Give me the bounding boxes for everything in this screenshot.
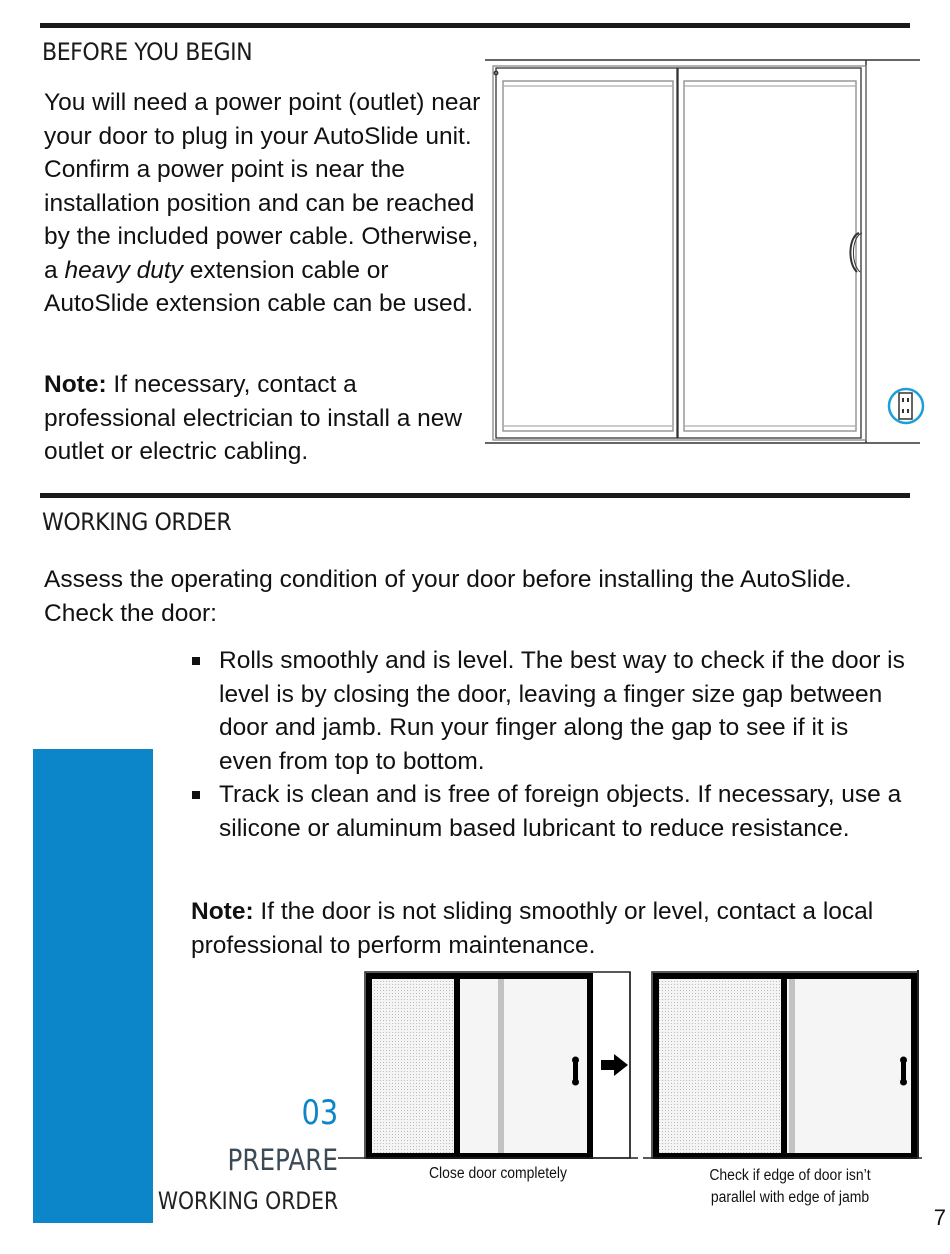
chapter-title: PREPARE [227, 1143, 338, 1177]
intro-emphasis: heavy duty [64, 256, 183, 284]
top-rule [40, 23, 910, 28]
chapter-subtitle: WORKING ORDER [157, 1187, 338, 1215]
section-heading-before-you-begin: BEFORE YOU BEGIN [42, 38, 253, 66]
chapter-color-bar [33, 749, 153, 1223]
sliding-door-illustration [485, 58, 925, 453]
working-order-intro: Assess the operating condition of your door before installing the AutoSlide. Check the door: [44, 566, 852, 627]
page-number: 7 [933, 1205, 946, 1230]
note-paragraph-outlet [44, 368, 484, 469]
intro-text-part2: extension cable or AutoSlide extension cable can be used. [44, 256, 474, 317]
door-level-figure [338, 966, 922, 1164]
section-heading-working-order: WORKING ORDER [42, 508, 232, 536]
closed-door-icon [338, 972, 638, 1158]
door-jamb-check-icon [643, 970, 922, 1158]
power-outlet-icon [889, 389, 923, 423]
bullet-icon [192, 657, 200, 665]
checklist-item-text: Rolls smoothly and is level. The best way to check if the door is level is by closing the door, leaving a finger size gap between door and jamb. Run your finger along the gap to see if it is even from top to bottom. [219, 647, 905, 775]
figure-caption-left: Close door completely [428, 1165, 568, 1182]
note-label: Note: [44, 371, 107, 398]
note-label: Note: [191, 898, 254, 925]
checklist-item [190, 644, 905, 778]
sliding-door-icon [485, 60, 920, 443]
section-rule [40, 493, 910, 498]
bullet-icon [192, 791, 200, 799]
note-paragraph-maintenance [191, 895, 906, 962]
chapter-number: 03 [301, 1093, 338, 1133]
note-text: If the door is not sliding smoothly or level, contact a local professional to perform maintenance. [191, 898, 874, 959]
intro-paragraph [44, 86, 484, 321]
door-checklist [190, 644, 905, 845]
note-text: If necessary, contact a professional electrician to install a new outlet or electric cabling. [44, 371, 463, 465]
checklist-item-text: Track is clean and is free of foreign objects. If necessary, use a silicone or aluminum based lubricant to reduce resistance. [219, 781, 902, 842]
checklist-item [190, 778, 905, 845]
figure-caption-right: Check if edge of door isn’t parallel with edge of jamb [709, 1167, 871, 1206]
intro-text-part1: You will need a power point (outlet) near your door to plug in your AutoSlide unit. Confirm a power point is near the installation position and can be reached by the included power cable. Otherwise, a [44, 89, 481, 284]
